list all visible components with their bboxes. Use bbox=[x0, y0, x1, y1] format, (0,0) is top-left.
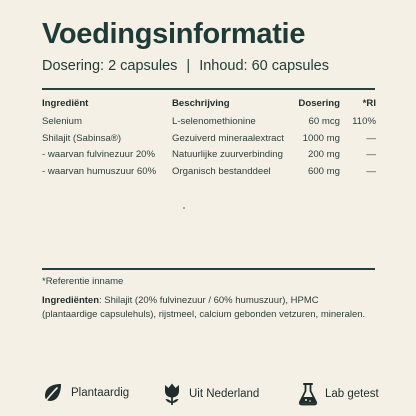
separator: | bbox=[186, 58, 191, 74]
cell-ri: — bbox=[366, 149, 376, 160]
ingredients-list: : Shilajit (20% fulvinezuur / 60% humuszuur), HPMC (plantaardige capsulehuls), rijstmeel, calcium gebonden vetzuren, mineralen. bbox=[42, 295, 366, 320]
divider-top bbox=[42, 88, 375, 90]
stray-dot bbox=[183, 207, 185, 209]
table-row bbox=[42, 166, 376, 183]
tulip-icon bbox=[162, 382, 182, 406]
nutrition-table bbox=[42, 98, 376, 182]
badge-label: Lab getest bbox=[325, 388, 379, 400]
cell-dose: 200 mg bbox=[308, 149, 340, 160]
cell-ingredient: Selenium bbox=[42, 116, 82, 127]
table-row bbox=[42, 149, 376, 166]
cell-ri: — bbox=[366, 165, 376, 177]
badge-label: Uit Nederland bbox=[189, 388, 260, 400]
badge-row bbox=[42, 382, 379, 408]
content-text: Inhoud: 60 capsules bbox=[199, 58, 329, 74]
page-title: Voedingsinformatie bbox=[42, 18, 306, 50]
cell-dose: 60 mcg bbox=[308, 116, 340, 127]
footnote: *Referentie inname bbox=[42, 276, 124, 287]
table-row bbox=[42, 133, 376, 150]
badge-plant-based bbox=[42, 382, 129, 404]
leaf-icon bbox=[42, 382, 64, 404]
header-ri: *RI bbox=[362, 98, 376, 109]
dosage-line bbox=[42, 58, 329, 74]
badge-label: Plantaardig bbox=[71, 387, 130, 399]
cell-ingredient: - waarvan fulvinezuur 20% bbox=[42, 149, 156, 160]
table-row bbox=[42, 116, 376, 133]
cell-description: L-selenomethionine bbox=[172, 116, 256, 127]
dosage-text: Dosering: 2 capsules bbox=[42, 58, 178, 74]
header-description: Beschrijving bbox=[172, 98, 230, 109]
ingredients-label: Ingrediënten bbox=[42, 295, 100, 306]
badge-lab-tested bbox=[298, 382, 379, 406]
badge-made-in-nl bbox=[162, 382, 259, 406]
cell-description: Organisch bestanddeel bbox=[172, 165, 271, 177]
cell-ri: 110% bbox=[352, 116, 376, 127]
header-dose: Dosering bbox=[298, 98, 340, 109]
cell-description: Natuurlijke zuurverbinding bbox=[172, 149, 283, 160]
cell-dose: 1000 mg bbox=[302, 132, 340, 144]
flask-icon bbox=[298, 382, 318, 406]
table-header-row bbox=[42, 98, 376, 116]
header-ingredient: Ingrediënt bbox=[42, 98, 89, 109]
cell-ingredient: - waarvan humuszuur 60% bbox=[42, 165, 157, 177]
ingredients-text bbox=[42, 294, 376, 322]
cell-dose: 600 mg bbox=[308, 165, 340, 177]
divider-bottom bbox=[42, 268, 375, 270]
cell-ingredient: Shilajit (Sabinsa®) bbox=[42, 132, 122, 144]
cell-ri: — bbox=[366, 132, 376, 144]
cell-description: Gezuiverd mineraalextract bbox=[172, 132, 284, 144]
